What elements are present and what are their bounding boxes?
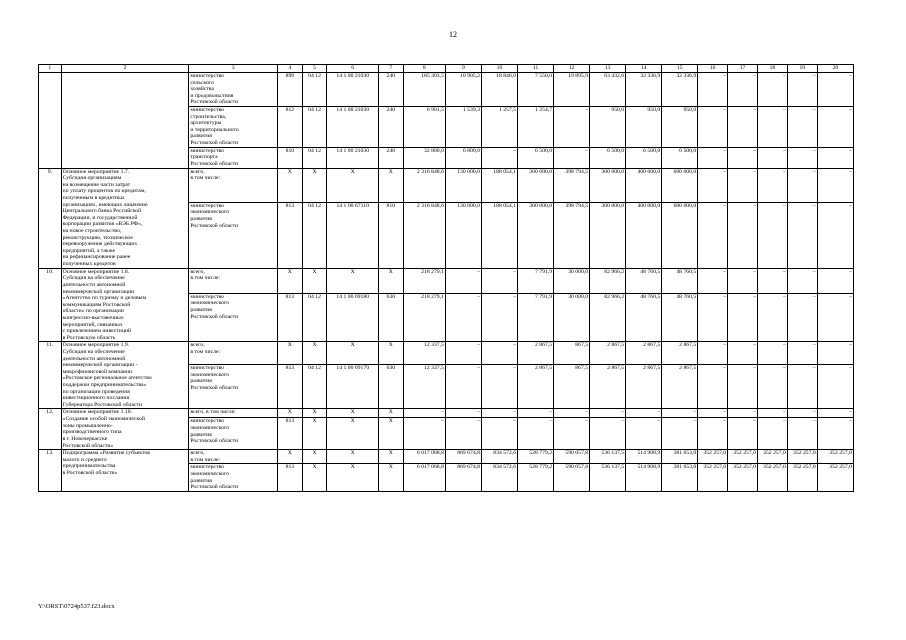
amount-cell: 30 000,0 [554, 268, 590, 293]
executor-cell: министерство транспорта Ростовской области [189, 147, 278, 168]
amount-cell: – [787, 202, 817, 268]
amount-cell: 82 966,2 [590, 293, 626, 342]
amount-cell: – [757, 418, 787, 450]
amount-cell: – [787, 293, 817, 342]
amount-cell: 185 303,5 [403, 73, 445, 107]
code-cell: 04 12 [302, 365, 327, 409]
executor-cell: министерство экономического развития Ростовской области [189, 464, 278, 491]
amount-cell: 218 279,1 [403, 268, 445, 293]
code-cell: X [378, 409, 403, 418]
amount-cell: 2 867,5 [590, 342, 626, 365]
code-cell: X [327, 342, 379, 365]
executor-cell: министерство экономического развития Ростовской области [189, 365, 278, 409]
column-number-row [39, 65, 854, 73]
amount-cell: 352 257,0 [757, 464, 787, 491]
amount-cell: – [481, 418, 517, 450]
executor-cell: всего, в том числе: [189, 409, 278, 418]
amount-cell: – [662, 409, 698, 418]
amount-cell: – [662, 418, 698, 450]
amount-cell: – [481, 147, 517, 168]
amount-cell: – [817, 73, 853, 107]
amount-cell: – [757, 107, 787, 148]
amount-cell: – [787, 168, 817, 202]
amount-cell: 300 000,0 [590, 168, 626, 202]
code-cell: X [278, 409, 303, 418]
code-cell: X [327, 464, 379, 491]
measure-name-cell: Основное мероприятие 1.9. Субсидия на обеспечение деятельности автономной некоммерческой организации - микрофинансовой компании «Ростовское региональное агентство поддержки предпринимательства» по организации проведения инвестиционного послания Губернатора Ростовской области [61, 342, 189, 409]
amount-cell: 6 500,0 [518, 147, 554, 168]
amount-cell: 300 000,0 [518, 202, 554, 268]
amount-cell: – [481, 293, 517, 342]
amount-cell: – [757, 202, 787, 268]
amount-cell: 590 057,8 [554, 450, 590, 464]
amount-cell: 2 867,5 [662, 365, 698, 409]
table-row [39, 73, 854, 107]
amount-cell: 130 000,0 [445, 168, 481, 202]
amount-cell: 950,0 [626, 107, 662, 148]
amount-cell: – [757, 409, 787, 418]
amount-cell: 2 867,5 [626, 342, 662, 365]
amount-cell: 6 017 068,8 [403, 464, 445, 491]
amount-cell: – [481, 365, 517, 409]
amount-cell: 2 316 848,6 [403, 202, 445, 268]
amount-cell: – [787, 147, 817, 168]
code-cell: X [327, 168, 379, 202]
amount-cell: – [817, 147, 853, 168]
amount-cell: – [728, 268, 758, 293]
column-number-cell: 20 [817, 65, 853, 73]
code-cell: 240 [378, 147, 403, 168]
amount-cell: – [728, 202, 758, 268]
code-cell: X [378, 342, 403, 365]
file-path-footer: Y:\ORST\0724p537.f23.docx [38, 603, 115, 610]
amount-cell: – [445, 365, 481, 409]
code-cell: X [302, 168, 327, 202]
row-number-cell [39, 73, 62, 169]
code-cell: X [302, 409, 327, 418]
amount-cell: 19 895,9 [554, 73, 590, 107]
column-number-cell: 11 [518, 65, 554, 73]
amount-cell: 514 908,9 [626, 464, 662, 491]
amount-cell: 12 337,5 [403, 342, 445, 365]
table-row [39, 268, 854, 293]
executor-cell: министерство экономического развития Ростовской области [189, 293, 278, 342]
amount-cell: 48 760,5 [662, 268, 698, 293]
budget-table [38, 64, 854, 492]
amount-cell: – [590, 418, 626, 450]
amount-cell: 536 137,5 [590, 464, 626, 491]
measure-name-cell: Основное мероприятие 1.8. Субсидия на обеспечение деятельности автономной некоммерческой организации «Агентство по туризму и деловым коммуникациям Ростовской области» по организации конгрессно-выставочных мероприятий, связанных с привлечением инвестиций в Ростовскую область [61, 268, 189, 342]
column-number-cell: 5 [302, 65, 327, 73]
code-cell: X [278, 168, 303, 202]
amount-cell: – [757, 293, 787, 342]
code-cell: 813 [278, 464, 303, 491]
code-cell: 04 12 [302, 147, 327, 168]
amount-cell: 63 432,6 [590, 73, 626, 107]
amount-cell: 590 057,8 [554, 464, 590, 491]
code-cell: X [378, 464, 403, 491]
amount-cell: 12 337,5 [403, 365, 445, 409]
table-row [39, 409, 854, 418]
amount-cell: 7 791,9 [518, 268, 554, 293]
amount-cell: 32 800,0 [403, 147, 445, 168]
amount-cell: – [403, 418, 445, 450]
amount-cell: – [757, 268, 787, 293]
amount-cell: – [817, 418, 853, 450]
column-number-cell: 12 [554, 65, 590, 73]
amount-cell: – [817, 342, 853, 365]
amount-cell: – [590, 409, 626, 418]
column-number-cell: 1 [39, 65, 62, 73]
amount-cell: – [757, 147, 787, 168]
code-cell: 813 [278, 365, 303, 409]
code-cell: 14 1 00 21030 [327, 147, 379, 168]
amount-cell: – [728, 168, 758, 202]
row-number-cell: 12. [39, 409, 62, 450]
amount-cell: – [817, 409, 853, 418]
row-number-cell: 10. [39, 268, 62, 342]
code-cell: 04 12 [302, 293, 327, 342]
executor-cell: всего, в том числе: [189, 168, 278, 202]
column-number-cell: 6 [327, 65, 379, 73]
amount-cell: – [481, 409, 517, 418]
code-cell: 630 [378, 293, 403, 342]
code-cell: 813 [278, 418, 303, 450]
amount-cell: 400 000,0 [626, 202, 662, 268]
table-row [39, 450, 854, 464]
amount-cell: 32 336,9 [662, 73, 698, 107]
amount-cell: – [728, 418, 758, 450]
amount-cell: – [481, 342, 517, 365]
executor-cell: всего, в том числе: [189, 342, 278, 365]
amount-cell: 352 257,0 [698, 450, 728, 464]
amount-cell: – [698, 268, 728, 293]
amount-cell: 950,0 [590, 107, 626, 148]
column-number-cell: 18 [757, 65, 787, 73]
amount-cell: – [698, 107, 728, 148]
amount-cell: – [817, 268, 853, 293]
amount-cell: 352 257,0 [787, 464, 817, 491]
code-cell: 810 [378, 202, 403, 268]
measure-name-cell: Основное мероприятие 1.7. Субсидия организациям на возмещение части затрат по уплату процентов по кредитам, полученным в кредитных организациях, имеющих лицензию Центрального банка Российской Федерации, и государственной корпорации развития «ВЭБ.РФ», на новое строительство, реконструкцию, техническое перевооружение действующих предприятий, а также на рефинансирование ранее полученных кредитов [61, 168, 189, 268]
amount-cell: – [698, 365, 728, 409]
amount-cell: – [445, 342, 481, 365]
amount-cell: – [787, 268, 817, 293]
amount-cell: 218 279,1 [403, 293, 445, 342]
code-cell: X [378, 450, 403, 464]
executor-cell: всего, в том числе: [189, 268, 278, 293]
amount-cell: 2 316 848,6 [403, 168, 445, 202]
amount-cell: 381 653,0 [662, 450, 698, 464]
code-cell: X [378, 418, 403, 450]
code-cell: 04 12 [302, 202, 327, 268]
amount-cell: 6 500,0 [590, 147, 626, 168]
code-cell: 813 [278, 202, 303, 268]
column-number-cell: 10 [481, 65, 517, 73]
amount-cell: – [817, 107, 853, 148]
amount-cell: – [728, 147, 758, 168]
amount-cell: 528 779,2 [518, 450, 554, 464]
amount-cell: – [698, 202, 728, 268]
amount-cell: 2 867,5 [662, 342, 698, 365]
amount-cell: 48 760,5 [662, 293, 698, 342]
code-cell: X [278, 342, 303, 365]
code-cell: 240 [378, 107, 403, 148]
amount-cell: 6 500,0 [626, 147, 662, 168]
amount-cell: 300 000,0 [590, 202, 626, 268]
amount-cell: 352 257,0 [787, 450, 817, 464]
row-number-cell: 11. [39, 342, 62, 409]
amount-cell: – [787, 418, 817, 450]
amount-cell: – [698, 418, 728, 450]
column-number-cell: 17 [728, 65, 758, 73]
measure-name-cell: Подпрограмма «Развитие субъектов малого и среднего предпринимательства в Ростовской области» [61, 450, 189, 492]
amount-cell: 834 572,6 [481, 450, 517, 464]
amount-cell: 352 257,0 [757, 450, 787, 464]
code-cell: X [327, 409, 379, 418]
amount-cell: – [817, 168, 853, 202]
table-row [39, 342, 854, 365]
amount-cell: 398 794,5 [554, 168, 590, 202]
executor-cell: министерство строительства, архитектуры и территориального развития Ростовской области [189, 107, 278, 148]
amount-cell: – [817, 365, 853, 409]
amount-cell: 400 000,0 [626, 168, 662, 202]
column-number-cell: 2 [61, 65, 189, 73]
code-cell: X [302, 418, 327, 450]
amount-cell: – [787, 107, 817, 148]
amount-cell: – [787, 409, 817, 418]
amount-cell: – [698, 147, 728, 168]
amount-cell: 528 779,2 [518, 464, 554, 491]
table-body [39, 65, 854, 492]
amount-cell: 2 867,5 [590, 365, 626, 409]
code-cell: X [302, 464, 327, 491]
amount-cell: 600 000,0 [662, 202, 698, 268]
amount-cell: – [728, 107, 758, 148]
code-cell: X [302, 268, 327, 293]
amount-cell: – [757, 342, 787, 365]
row-number-cell: 9. [39, 168, 62, 268]
code-cell: X [378, 168, 403, 202]
amount-cell: 7 791,9 [518, 293, 554, 342]
code-cell: X [327, 418, 379, 450]
amount-cell: 950,0 [662, 107, 698, 148]
executor-cell: министерство сельского хозяйства и продовольствия Ростовской области [189, 73, 278, 107]
amount-cell: 600 000,0 [662, 168, 698, 202]
amount-cell: – [518, 409, 554, 418]
amount-cell: – [698, 168, 728, 202]
amount-cell: 867,5 [554, 342, 590, 365]
amount-cell: 18 846,0 [481, 73, 517, 107]
column-number-cell: 8 [403, 65, 445, 73]
code-cell: 14 1 00 69170 [327, 365, 379, 409]
amount-cell: 1 257,5 [481, 107, 517, 148]
amount-cell: – [728, 409, 758, 418]
amount-cell: – [698, 409, 728, 418]
amount-cell: – [403, 409, 445, 418]
amount-cell: – [626, 418, 662, 450]
amount-cell: – [698, 293, 728, 342]
amount-cell: 48 760,5 [626, 268, 662, 293]
column-number-cell: 9 [445, 65, 481, 73]
executor-cell: всего, в том числе: [189, 450, 278, 464]
column-number-cell: 16 [698, 65, 728, 73]
column-number-cell: 14 [626, 65, 662, 73]
amount-cell: 398 794,5 [554, 202, 590, 268]
amount-cell: 7 550,0 [518, 73, 554, 107]
amount-cell: 352 257,0 [817, 464, 853, 491]
amount-cell: 2 867,5 [626, 365, 662, 409]
amount-cell: 352 257,0 [728, 450, 758, 464]
code-cell: X [302, 450, 327, 464]
code-cell: X [378, 268, 403, 293]
row-number-cell: 13. [39, 450, 62, 492]
code-cell: X [327, 268, 379, 293]
amount-cell: – [445, 418, 481, 450]
code-cell: 04 12 [302, 107, 327, 148]
amount-cell: 6 500,0 [662, 147, 698, 168]
code-cell: 04 12 [302, 73, 327, 107]
amount-cell: 10 905,2 [445, 73, 481, 107]
amount-cell: – [698, 73, 728, 107]
amount-cell: 869 674,8 [445, 464, 481, 491]
table-row [39, 168, 854, 202]
amount-cell: 188 054,1 [481, 168, 517, 202]
code-cell: X [302, 342, 327, 365]
amount-cell: – [554, 418, 590, 450]
code-cell: 813 [278, 293, 303, 342]
amount-cell: – [445, 293, 481, 342]
amount-cell: – [445, 409, 481, 418]
amount-cell: 834 572,6 [481, 464, 517, 491]
code-cell: 14 1 00 67110 [327, 202, 379, 268]
amount-cell: 381 653,0 [662, 464, 698, 491]
executor-cell: министерство экономического развития Ростовской области [189, 202, 278, 268]
measure-name-cell [61, 73, 189, 169]
measure-name-cell: Основное мероприятие 1.10. «Создание особой экономической зоны промышленно- производственного типа в г. Новочеркасске Ростовской области» [61, 409, 189, 450]
amount-cell: 82 966,2 [590, 268, 626, 293]
code-cell: 14 1 00 21030 [327, 107, 379, 148]
amount-cell: 6 017 068,8 [403, 450, 445, 464]
code-cell: 630 [378, 365, 403, 409]
amount-cell: 30 000,0 [554, 293, 590, 342]
amount-cell: – [817, 202, 853, 268]
amount-cell: 536 137,5 [590, 450, 626, 464]
code-cell: 810 [278, 147, 303, 168]
amount-cell: 867,5 [554, 365, 590, 409]
amount-cell: – [817, 293, 853, 342]
column-number-cell: 19 [787, 65, 817, 73]
amount-cell: – [445, 268, 481, 293]
amount-cell: 514 908,9 [626, 450, 662, 464]
amount-cell: 2 867,5 [518, 365, 554, 409]
code-cell: 899 [278, 73, 303, 107]
amount-cell: 130 000,0 [445, 202, 481, 268]
column-number-cell: 15 [662, 65, 698, 73]
amount-cell: 352 257,0 [728, 464, 758, 491]
amount-cell: – [698, 342, 728, 365]
amount-cell: 352 257,0 [817, 450, 853, 464]
code-cell: X [278, 450, 303, 464]
amount-cell: 2 867,5 [518, 342, 554, 365]
amount-cell: – [554, 107, 590, 148]
amount-cell: – [728, 293, 758, 342]
amount-cell: – [554, 409, 590, 418]
amount-cell: 6 800,0 [445, 147, 481, 168]
amount-cell: 300 000,0 [518, 168, 554, 202]
code-cell: 812 [278, 107, 303, 148]
column-number-cell: 7 [378, 65, 403, 73]
amount-cell: 352 257,0 [698, 464, 728, 491]
amount-cell: – [728, 365, 758, 409]
code-cell: 240 [378, 73, 403, 107]
amount-cell: – [554, 147, 590, 168]
amount-cell: – [757, 365, 787, 409]
amount-cell: 1 254,7 [518, 107, 554, 148]
amount-cell: 869 674,8 [445, 450, 481, 464]
code-cell: X [278, 268, 303, 293]
code-cell: 14 1 00 21030 [327, 73, 379, 107]
amount-cell: 48 760,5 [626, 293, 662, 342]
amount-cell: 1 539,3 [445, 107, 481, 148]
amount-cell: 6 901,5 [403, 107, 445, 148]
code-cell: X [327, 450, 379, 464]
column-number-cell: 13 [590, 65, 626, 73]
amount-cell: – [757, 73, 787, 107]
amount-cell: – [787, 342, 817, 365]
page-number: 12 [449, 30, 457, 39]
amount-cell: – [787, 73, 817, 107]
amount-cell: – [787, 365, 817, 409]
amount-cell: – [728, 73, 758, 107]
amount-cell: – [728, 342, 758, 365]
column-number-cell: 4 [278, 65, 303, 73]
code-cell: 14 1 00 69180 [327, 293, 379, 342]
column-number-cell: 3 [189, 65, 278, 73]
amount-cell: – [626, 409, 662, 418]
amount-cell: 188 054,1 [481, 202, 517, 268]
budget-table-wrapper [38, 64, 854, 492]
amount-cell: – [481, 268, 517, 293]
executor-cell: министерство экономического развития Ростовской области [189, 418, 278, 450]
amount-cell: 32 336,9 [626, 73, 662, 107]
amount-cell: – [757, 168, 787, 202]
amount-cell: – [518, 418, 554, 450]
